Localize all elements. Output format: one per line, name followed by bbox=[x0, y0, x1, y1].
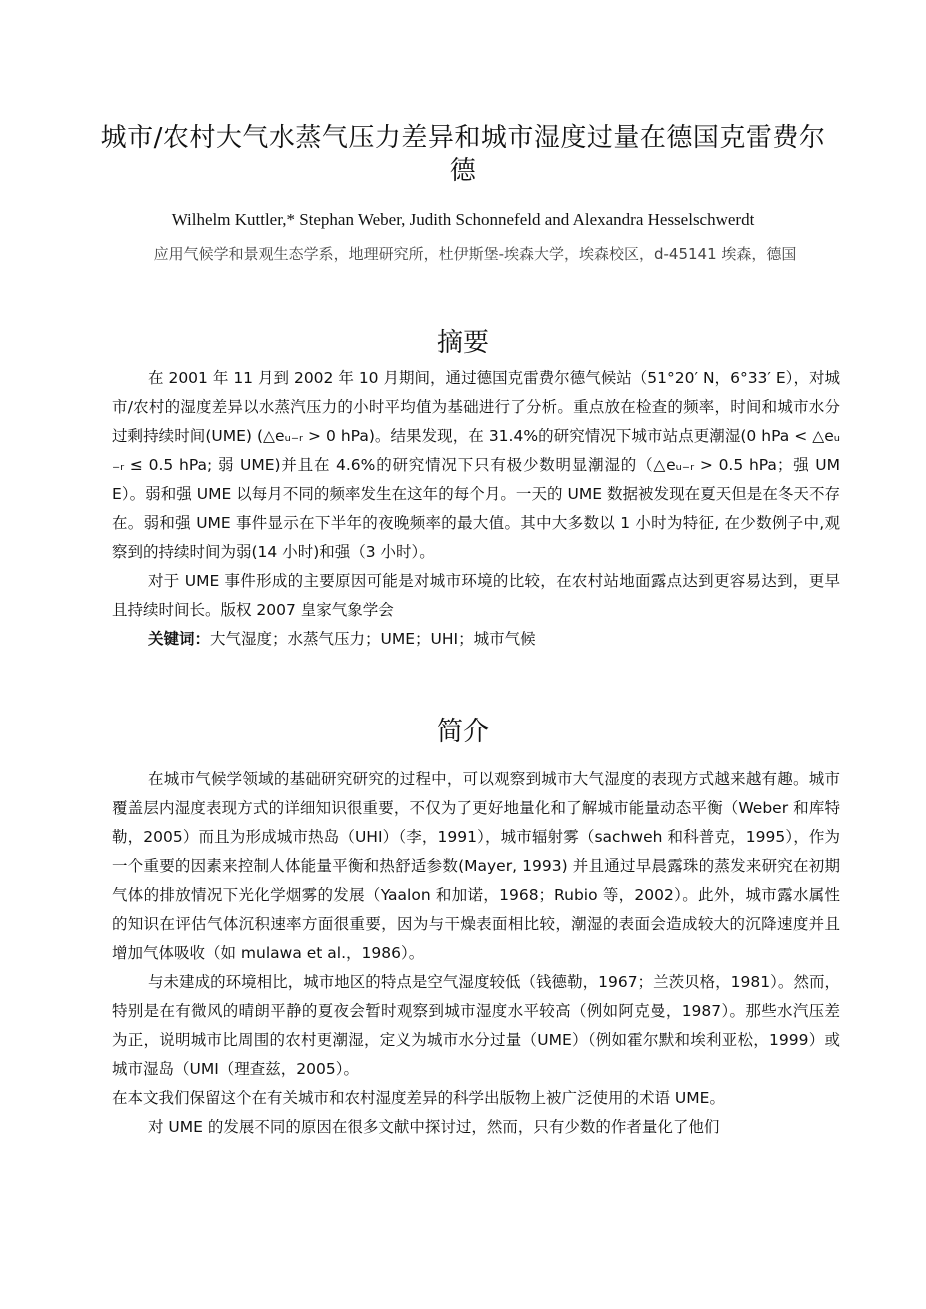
abstract-section bbox=[112, 364, 840, 654]
intro-paragraph-4: 对 UME 的发展不同的原因在很多文献中探讨过，然而，只有少数的作者量化了他们 bbox=[148, 1118, 720, 1136]
abstract-heading: 摘要 bbox=[436, 328, 489, 358]
introduction-section bbox=[112, 765, 840, 1142]
introduction-heading: 简介 bbox=[436, 717, 489, 747]
intro-paragraph-1: 在城市气候学领域的基础研究研究的过程中，可以观察到城市大气湿度的表现方式越来越有趣。城市覆盖层内湿度表现方式的详细知识很重要，不仅为了更好地量化和了解城市能量动态平衡（Weber 和库特勒，2005）而且为形成城市热岛（UHI）（李，1991），城市辐射雾（sachweh 和科普克，1995），作为一个重要的因素来控制人体能量平衡和热舒适参数(Mayer, 1993) 并且通过早晨露珠的蒸发来研究在初期气体的排放情况下光化学烟雾的发展（Yaalon 和加诺，1968；Rubio 等，2002）。此外，城市露水属性的知识在评估气体沉积速率方面很重要，因为与干燥表面相比较，潮湿的表面会造成较大的沉降速度并且增加气体吸收（如 mulawa et al.，1986）。 bbox=[112, 770, 840, 962]
intro-paragraph-3: 在本文我们保留这个在有关城市和农村湿度差异的科学出版物上被广泛使用的术语 UME。 bbox=[112, 1089, 725, 1107]
intro-paragraph-2: 与未建成的环境相比，城市地区的特点是空气湿度较低（钱德勒，1967；兰茨贝格，1981）。然而，特别是在有微风的晴朗平静的夏夜会暂时观察到城市湿度水平较高（例如阿克曼，1987）。那些水汽压差为正，说明城市比周围的农村更潮湿，定义为城市水分过量（UME）（例如霍尔默和埃利亚松，1999）或城市湿岛（UMI（理查兹，2005）。 bbox=[112, 973, 840, 1078]
abstract-paragraph-conclusion: 对于 UME 事件形成的主要原因可能是对城市环境的比较，在农村站地面露点达到更容易达到，更早且持续时间长。版权 2007 皇家气象学会 bbox=[112, 572, 840, 619]
author-affiliation: 应用气候学和景观生态学系，地理研究所，杜伊斯堡-埃森大学，埃森校区，d-45141 埃森，德国 bbox=[153, 245, 797, 263]
keywords-line bbox=[112, 625, 840, 654]
abstract-paragraph: 在 2001 年 11 月到 2002 年 10 月期间，通过德国克雷费尔德气候站（51°20′ N，6°33′ E），对城市/农村的湿度差异以水蒸汽压力的小时平均值为基础进行了分析。重点放在检查的频率，时间和城市水分过剩持续时间(UME) (△eᵤ₋ᵣ > 0 hPa)。结果发现，在 31.4%的研究情况下城市站点更潮湿(0 hPa < △eᵤ₋ᵣ ≤ 0.5 hPa; 弱 UME)并且在 4.6%的研究情况下只有极少数明显潮湿的（△eᵤ₋ᵣ > 0.5 hPa；强 UME）。弱和强 UME 以每月不同的频率发生在这年的每个月。一天的 UME 数据被发现在夏天但是在冬天不存在。弱和强 UME 事件显示在下半年的夜晚频率的最大值。其中大多数以 1 小时为特征, 在少数例子中,观察到的持续时间为弱(14 小时)和强（3 小时）。 bbox=[112, 369, 840, 561]
keywords-label: 关键词： bbox=[148, 630, 211, 648]
author-list: Wilhelm Kuttler,* Stephan Weber, Judith Schonnefeld and Alexandra Hesselschwerdt bbox=[171, 210, 755, 229]
paper-title: 城市/农村大气水蒸气压力差异和城市湿度过量在德国克雷费尔德 bbox=[100, 123, 826, 186]
keywords-text: 大气湿度；水蒸气压力；UME；UHI；城市气候 bbox=[210, 630, 536, 648]
